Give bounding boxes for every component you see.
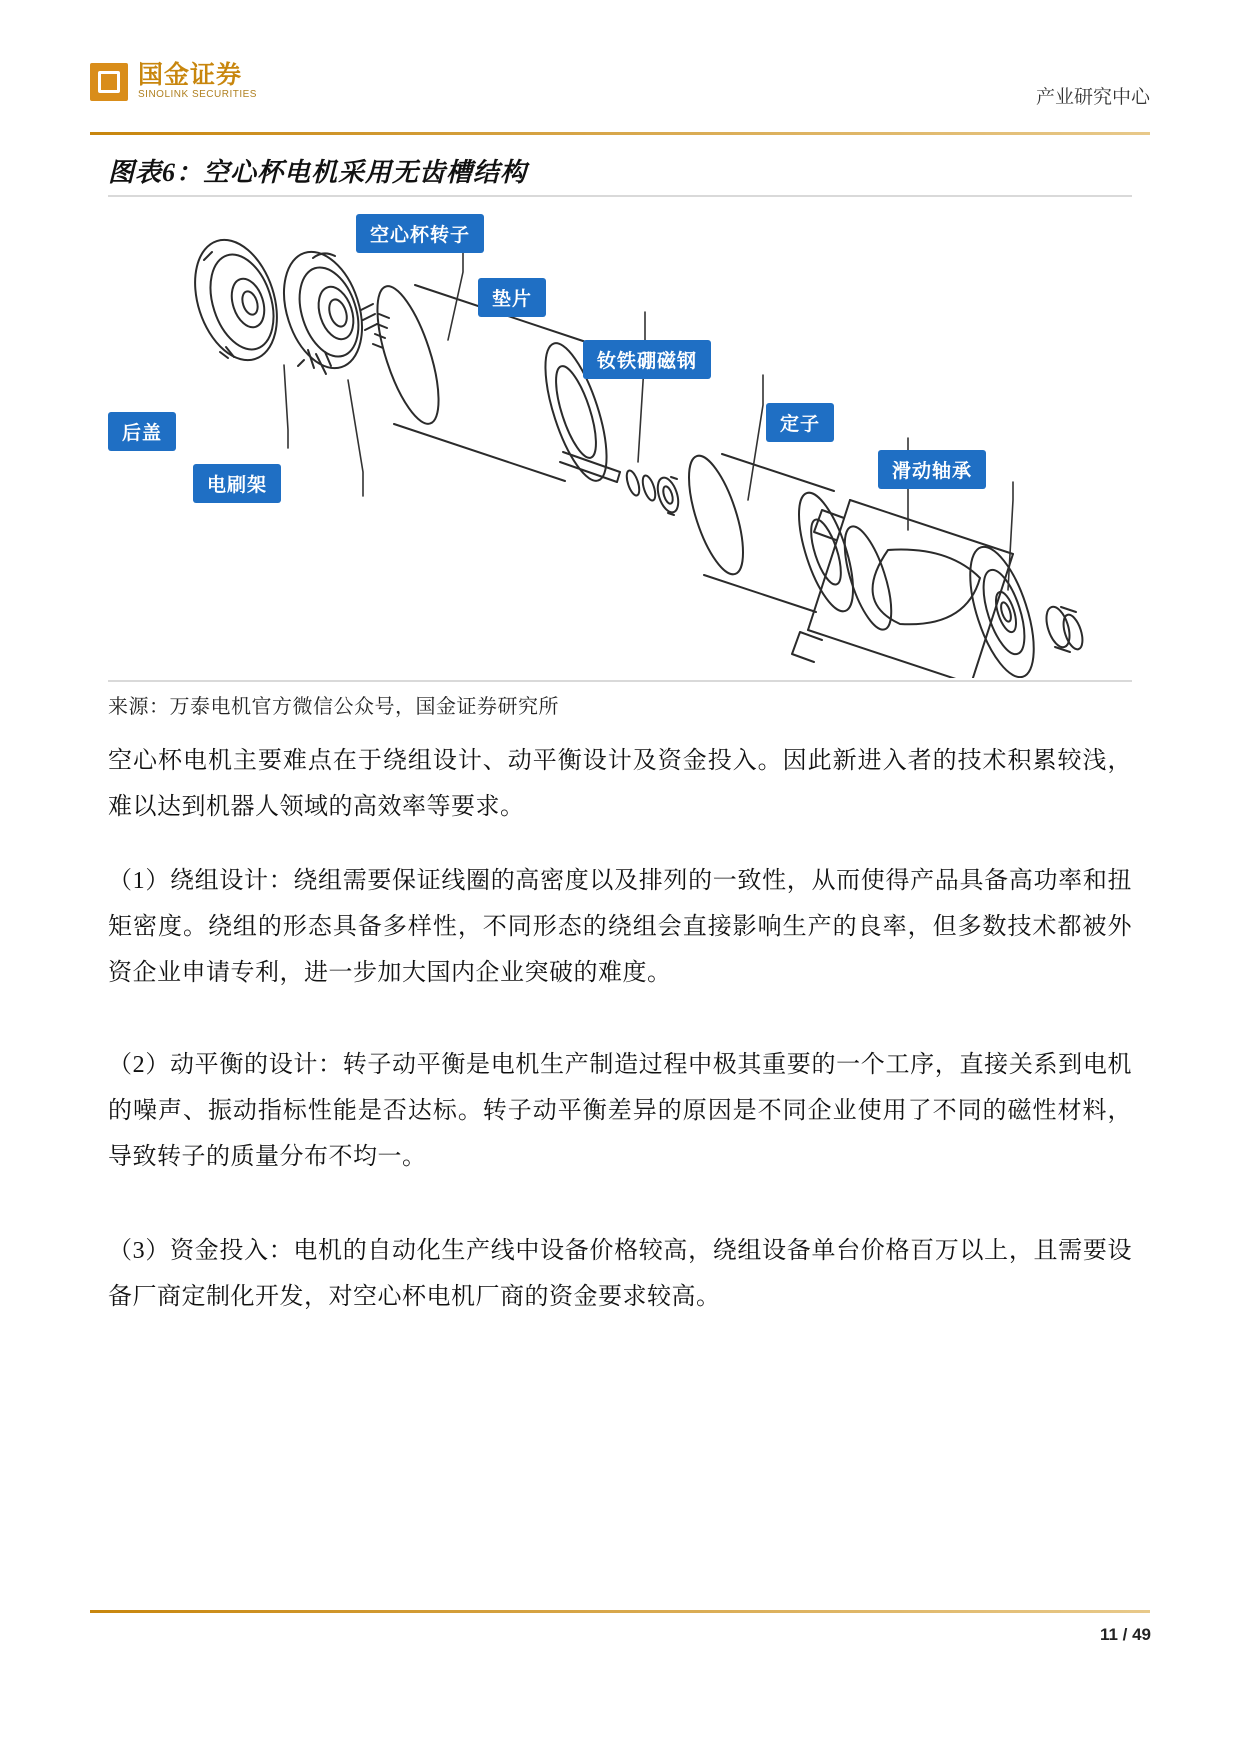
logo-english-name: SINOLINK SECURITIES	[138, 89, 257, 100]
callout-hollow-cup-rotor: 空心杯转子	[356, 214, 484, 253]
part-shims	[624, 469, 682, 515]
page-header	[90, 62, 1150, 132]
company-logo	[90, 62, 257, 101]
part-sliding-bearing	[1042, 604, 1086, 652]
part-connector-pins	[361, 304, 377, 330]
motor-exploded-illustration	[108, 200, 1132, 678]
part-shaft	[560, 452, 620, 482]
footer-divider	[90, 1610, 1150, 1613]
paragraph-intro: 空心杯电机主要难点在于绕组设计、动平衡设计及资金投入。因此新进入者的技术积累较浅，难以达到机器人领域的高效率等要求。	[108, 748, 1132, 820]
paragraph-winding-design: （1）绕组设计：绕组需要保证线圈的高密度以及排列的一致性，从而使得产品具备高功率和扭矩密度。绕组的形态具备多样性，不同形态的绕组会直接影响生产的良率，但多数技术都被外资企业申请专利，进一步加大国内企业突破的难度。	[108, 868, 1132, 986]
figure-source: 来源：万泰电机官方微信公众号，国金证券研究所	[108, 696, 559, 718]
callout-ndfeb-magnet: 钕铁硼磁钢	[583, 340, 711, 379]
logo-text	[138, 62, 257, 101]
part-brush-holder	[270, 242, 376, 378]
callout-rear-cap: 后盖	[108, 412, 176, 451]
logo-mark-icon	[90, 63, 128, 101]
header-divider	[90, 132, 1150, 135]
figure-top-divider	[108, 195, 1132, 197]
leader-lines	[284, 248, 1013, 590]
figure-bottom-divider	[108, 680, 1132, 682]
part-rear-cap	[181, 229, 292, 370]
figure-exploded-motor-diagram	[108, 200, 1132, 678]
figure-title: 图表6：空心杯电机采用无齿槽结构	[108, 158, 528, 187]
page-number: 11 / 49	[1099, 1625, 1151, 1644]
callout-sliding-bearing: 滑动轴承	[878, 450, 986, 489]
header-department-label: 产业研究中心	[1035, 87, 1150, 108]
callout-brush-holder: 电刷架	[193, 464, 281, 503]
logo-chinese-name: 国金证券	[138, 61, 243, 89]
part-ndfeb-magnet	[678, 450, 864, 617]
paragraph-capital-investment: （3）资金投入：电机的自动化生产线中设备价格较高，绕组设备单台价格百万以上，且需要设备厂商定制化开发，对空心杯电机厂商的资金要求较高。	[108, 1238, 1132, 1310]
callout-stator: 定子	[766, 403, 834, 442]
callout-shim: 垫片	[478, 278, 546, 317]
paragraph-dynamic-balance: （2）动平衡的设计：转子动平衡是电机生产制造过程中极其重要的一个工序，直接关系到电机的噪声、振动指标性能是否达标。转子动平衡差异的原因是不同企业使用了不同的磁性材料，导致转子的质量分布不均一。	[108, 1052, 1132, 1170]
